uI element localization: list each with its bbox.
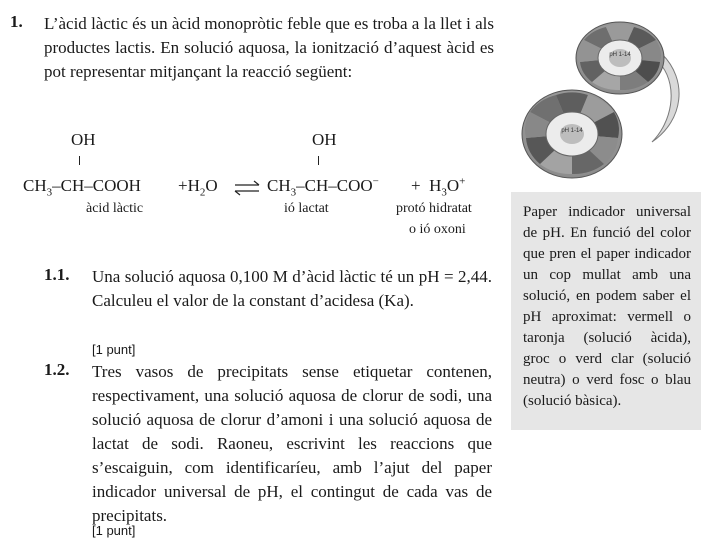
subquestion-1-body: Una solució aquosa 0,100 M d’àcid làctic té un pH = 2,44. Calculeu el valor de la constant d’acidesa (Ka). — [92, 267, 492, 310]
oh-left: OH — [71, 130, 96, 149]
figure-caption-box — [511, 192, 701, 430]
ph-roll-top — [576, 22, 664, 94]
water-formula: $+H_2O$ — [178, 176, 218, 199]
subquestion-2-number: 1.2. — [44, 360, 70, 379]
subquestion-1-number: 1.1. — [44, 265, 70, 284]
ph-label-bottom: pH 1-14 — [561, 128, 583, 134]
subquestion-1-text — [92, 265, 492, 313]
ph-label-top: pH 1-14 — [609, 52, 631, 58]
ph-paper-illustration — [512, 10, 702, 186]
bond-left — [79, 156, 80, 165]
subquestion-2-text — [92, 360, 492, 528]
question-number: 1. — [10, 12, 23, 31]
bond-right — [318, 156, 319, 165]
ph-roll-bottom — [522, 90, 622, 178]
equilibrium-arrows-icon — [233, 180, 261, 196]
label-oxonium-ion: o ió oxoni — [409, 222, 466, 237]
label-lactate-ion: ió lactat — [284, 201, 329, 216]
oxonium-formula: + $H_3O^+$ — [411, 175, 466, 199]
subquestion-2-points: [1 punt] — [92, 523, 136, 538]
figure-caption-text: Paper indicador universal de pH. En funció del color que pren el paper indicador un cop mullat amb una solució, en podem saber el pH aproximat: vermell o taronja (solució àcida), groc o verd clar (solució neutra) o verd fosc o blau (solució bàsica). — [523, 204, 691, 409]
label-lactic-acid: àcid làctic — [86, 201, 144, 216]
lactate-formula: $CH_3-CH-COO^-$ — [267, 175, 379, 199]
intro-text: L’àcid làctic és un àcid monopròtic feble que es troba a la llet i als productes lactis. En solució aquosa, la ionització d’aquest àcid es pot representar mitjançant la reacció següent: — [44, 14, 494, 81]
subquestion-1-points: [1 punt] — [92, 342, 136, 357]
label-hydrated-proton: protó hidratat — [396, 201, 472, 216]
subquestion-2-body: Tres vasos de precipitats sense etiquetar contenen, respectivament, una solució aquosa de clorur de sodi, una solució aquosa de clorur d’amoni i una solució aquosa de lactat de sodi. Raoneu, escrivint les reaccions que s’escaiguin, com identificaríeu, amb l’ajut del paper indicador universal de pH, el contingut de cada vas de precipitats. — [92, 362, 492, 525]
oh-right: OH — [312, 130, 337, 149]
question-intro — [44, 12, 494, 84]
lactic-acid-formula: $CH_3-CH$–COOH — [23, 176, 141, 199]
